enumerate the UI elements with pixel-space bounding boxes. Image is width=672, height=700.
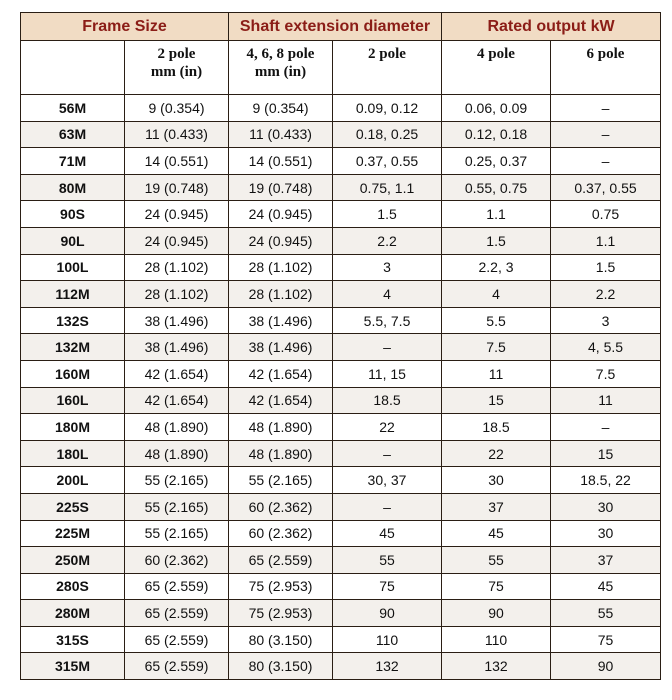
header-frame-size: Frame Size — [21, 13, 229, 41]
output-6pole-cell: 1.1 — [551, 227, 661, 254]
shaft-2pole-cell: 38 (1.496) — [125, 334, 229, 361]
table-row — [21, 493, 661, 520]
output-4pole-cell: 1.1 — [442, 201, 551, 228]
subheader-cell — [551, 41, 661, 95]
output-2pole-cell: 75 — [333, 573, 442, 600]
subheader-cell — [125, 41, 229, 95]
frame-size-cell: 225S — [21, 493, 125, 520]
output-4pole-cell: 11 — [442, 360, 551, 387]
output-6pole-cell: 1.5 — [551, 254, 661, 281]
shaft-468pole-cell: 24 (0.945) — [229, 201, 333, 228]
output-2pole-cell: 18.5 — [333, 387, 442, 414]
subheader-cell — [442, 41, 551, 95]
output-4pole-cell: 0.25, 0.37 — [442, 148, 551, 175]
output-2pole-cell: 0.09, 0.12 — [333, 95, 442, 122]
subheader-cell — [333, 41, 442, 95]
subheader-line1: 2 pole — [368, 46, 406, 62]
subheader-row — [21, 41, 661, 95]
table-row — [21, 520, 661, 547]
table-row — [21, 254, 661, 281]
output-2pole-cell: 3 — [333, 254, 442, 281]
output-4pole-cell: 2.2, 3 — [442, 254, 551, 281]
shaft-2pole-cell: 65 (2.559) — [125, 626, 229, 653]
output-2pole-cell: 0.37, 0.55 — [333, 148, 442, 175]
header-shaft-diameter: Shaft extension diameter — [229, 13, 442, 41]
output-4pole-cell: 15 — [442, 387, 551, 414]
table-row — [21, 653, 661, 680]
subheader-line1: 2 pole — [157, 46, 196, 62]
shaft-468pole-cell: 75 (2.953) — [229, 600, 333, 627]
output-6pole-cell: – — [551, 414, 661, 441]
output-6pole-cell: 18.5, 22 — [551, 467, 661, 494]
frame-size-cell: 160M — [21, 360, 125, 387]
frame-size-cell: 280S — [21, 573, 125, 600]
output-2pole-cell: 2.2 — [333, 227, 442, 254]
frame-size-cell: 56M — [21, 95, 125, 122]
table-row — [21, 573, 661, 600]
table-row — [21, 281, 661, 308]
frame-size-cell: 63M — [21, 121, 125, 148]
output-4pole-cell: 5.5 — [442, 307, 551, 334]
output-4pole-cell: 55 — [442, 547, 551, 574]
table-row — [21, 148, 661, 175]
subheader-line2: mm (in) — [254, 64, 307, 80]
output-2pole-cell: 110 — [333, 626, 442, 653]
frame-size-cell: 160L — [21, 387, 125, 414]
frame-size-cell: 132S — [21, 307, 125, 334]
output-6pole-cell: 4, 5.5 — [551, 334, 661, 361]
output-6pole-cell: 11 — [551, 387, 661, 414]
shaft-2pole-cell: 9 (0.354) — [125, 95, 229, 122]
frame-size-cell: 200L — [21, 467, 125, 494]
output-4pole-cell: 4 — [442, 281, 551, 308]
table-row — [21, 334, 661, 361]
output-6pole-cell: – — [551, 121, 661, 148]
table-row — [21, 121, 661, 148]
subheader-line1: 6 pole — [586, 46, 625, 62]
output-6pole-cell: 45 — [551, 573, 661, 600]
table-row — [21, 174, 661, 201]
frame-size-cell: 315M — [21, 653, 125, 680]
output-6pole-cell: 0.75 — [551, 201, 661, 228]
shaft-2pole-cell: 60 (2.362) — [125, 547, 229, 574]
output-2pole-cell: – — [333, 493, 442, 520]
shaft-2pole-cell: 28 (1.102) — [125, 281, 229, 308]
shaft-2pole-cell: 48 (1.890) — [125, 440, 229, 467]
shaft-2pole-cell: 28 (1.102) — [125, 254, 229, 281]
group-header-row — [21, 13, 661, 41]
output-6pole-cell: 30 — [551, 520, 661, 547]
frame-size-cell: 80M — [21, 174, 125, 201]
output-6pole-cell: 15 — [551, 440, 661, 467]
shaft-468pole-cell: 60 (2.362) — [229, 520, 333, 547]
shaft-2pole-cell: 24 (0.945) — [125, 201, 229, 228]
shaft-2pole-cell: 42 (1.654) — [125, 360, 229, 387]
output-2pole-cell: 5.5, 7.5 — [333, 307, 442, 334]
shaft-468pole-cell: 80 (3.150) — [229, 626, 333, 653]
shaft-468pole-cell: 28 (1.102) — [229, 254, 333, 281]
output-2pole-cell: 132 — [333, 653, 442, 680]
output-2pole-cell: 0.18, 0.25 — [333, 121, 442, 148]
output-6pole-cell: 0.37, 0.55 — [551, 174, 661, 201]
shaft-468pole-cell: 55 (2.165) — [229, 467, 333, 494]
output-4pole-cell: 18.5 — [442, 414, 551, 441]
table-row — [21, 600, 661, 627]
output-4pole-cell: 75 — [442, 573, 551, 600]
shaft-468pole-cell: 9 (0.354) — [229, 95, 333, 122]
shaft-2pole-cell: 42 (1.654) — [125, 387, 229, 414]
table-row — [21, 360, 661, 387]
output-4pole-cell: 110 — [442, 626, 551, 653]
shaft-468pole-cell: 80 (3.150) — [229, 653, 333, 680]
output-6pole-cell: 7.5 — [551, 360, 661, 387]
output-2pole-cell: 30, 37 — [333, 467, 442, 494]
table-row — [21, 467, 661, 494]
table-row — [21, 201, 661, 228]
output-2pole-cell: 90 — [333, 600, 442, 627]
shaft-2pole-cell: 14 (0.551) — [125, 148, 229, 175]
table-row — [21, 414, 661, 441]
output-4pole-cell: 0.12, 0.18 — [442, 121, 551, 148]
frame-size-cell: 71M — [21, 148, 125, 175]
shaft-468pole-cell: 42 (1.654) — [229, 387, 333, 414]
subheader-line1: 4, 6, 8 pole — [246, 46, 315, 62]
output-6pole-cell: 75 — [551, 626, 661, 653]
output-4pole-cell: 1.5 — [442, 227, 551, 254]
output-6pole-cell: 90 — [551, 653, 661, 680]
shaft-468pole-cell: 42 (1.654) — [229, 360, 333, 387]
frame-size-cell: 180L — [21, 440, 125, 467]
output-2pole-cell: 4 — [333, 281, 442, 308]
output-2pole-cell: – — [333, 334, 442, 361]
header-rated-output: Rated output kW — [442, 13, 661, 41]
table-row — [21, 307, 661, 334]
output-2pole-cell: 55 — [333, 547, 442, 574]
table-body — [21, 95, 661, 680]
shaft-468pole-cell: 28 (1.102) — [229, 281, 333, 308]
shaft-2pole-cell: 65 (2.559) — [125, 653, 229, 680]
frame-size-cell: 315S — [21, 626, 125, 653]
frame-size-cell: 90S — [21, 201, 125, 228]
shaft-468pole-cell: 65 (2.559) — [229, 547, 333, 574]
shaft-2pole-cell: 55 (2.165) — [125, 520, 229, 547]
output-4pole-cell: 0.06, 0.09 — [442, 95, 551, 122]
shaft-468pole-cell: 60 (2.362) — [229, 493, 333, 520]
frame-size-cell: 225M — [21, 520, 125, 547]
subheader-line1: 4 pole — [477, 46, 515, 62]
output-4pole-cell: 7.5 — [442, 334, 551, 361]
frame-size-cell: 132M — [21, 334, 125, 361]
output-6pole-cell: 37 — [551, 547, 661, 574]
shaft-468pole-cell: 48 (1.890) — [229, 440, 333, 467]
frame-size-cell: 112M — [21, 281, 125, 308]
shaft-468pole-cell: 38 (1.496) — [229, 307, 333, 334]
output-6pole-cell: – — [551, 95, 661, 122]
output-6pole-cell: – — [551, 148, 661, 175]
output-4pole-cell: 90 — [442, 600, 551, 627]
table-row — [21, 227, 661, 254]
output-4pole-cell: 30 — [442, 467, 551, 494]
shaft-468pole-cell: 75 (2.953) — [229, 573, 333, 600]
shaft-2pole-cell: 55 (2.165) — [125, 467, 229, 494]
output-6pole-cell: 2.2 — [551, 281, 661, 308]
shaft-2pole-cell: 19 (0.748) — [125, 174, 229, 201]
output-2pole-cell: 11, 15 — [333, 360, 442, 387]
output-6pole-cell: 3 — [551, 307, 661, 334]
output-2pole-cell: – — [333, 440, 442, 467]
shaft-2pole-cell: 65 (2.559) — [125, 573, 229, 600]
frame-size-cell: 250M — [21, 547, 125, 574]
frame-size-cell: 100L — [21, 254, 125, 281]
table-row — [21, 440, 661, 467]
shaft-2pole-cell: 48 (1.890) — [125, 414, 229, 441]
subheader-line2: mm (in) — [150, 64, 203, 80]
shaft-468pole-cell: 38 (1.496) — [229, 334, 333, 361]
table-row — [21, 387, 661, 414]
shaft-468pole-cell: 14 (0.551) — [229, 148, 333, 175]
output-4pole-cell: 132 — [442, 653, 551, 680]
table-row — [21, 626, 661, 653]
frame-size-cell: 280M — [21, 600, 125, 627]
output-2pole-cell: 22 — [333, 414, 442, 441]
frame-size-cell: 90L — [21, 227, 125, 254]
table-row — [21, 95, 661, 122]
shaft-468pole-cell: 19 (0.748) — [229, 174, 333, 201]
shaft-2pole-cell: 38 (1.496) — [125, 307, 229, 334]
shaft-2pole-cell: 55 (2.165) — [125, 493, 229, 520]
shaft-2pole-cell: 11 (0.433) — [125, 121, 229, 148]
output-4pole-cell: 0.55, 0.75 — [442, 174, 551, 201]
output-6pole-cell: 30 — [551, 493, 661, 520]
table-row — [21, 547, 661, 574]
output-4pole-cell: 37 — [442, 493, 551, 520]
shaft-468pole-cell: 11 (0.433) — [229, 121, 333, 148]
output-2pole-cell: 45 — [333, 520, 442, 547]
output-6pole-cell: 55 — [551, 600, 661, 627]
frame-size-cell: 180M — [21, 414, 125, 441]
motor-spec-table — [20, 12, 661, 680]
shaft-2pole-cell: 65 (2.559) — [125, 600, 229, 627]
subheader-cell — [229, 41, 333, 95]
output-2pole-cell: 0.75, 1.1 — [333, 174, 442, 201]
shaft-2pole-cell: 24 (0.945) — [125, 227, 229, 254]
subheader-cell — [21, 41, 125, 95]
output-2pole-cell: 1.5 — [333, 201, 442, 228]
output-4pole-cell: 22 — [442, 440, 551, 467]
output-4pole-cell: 45 — [442, 520, 551, 547]
shaft-468pole-cell: 24 (0.945) — [229, 227, 333, 254]
shaft-468pole-cell: 48 (1.890) — [229, 414, 333, 441]
